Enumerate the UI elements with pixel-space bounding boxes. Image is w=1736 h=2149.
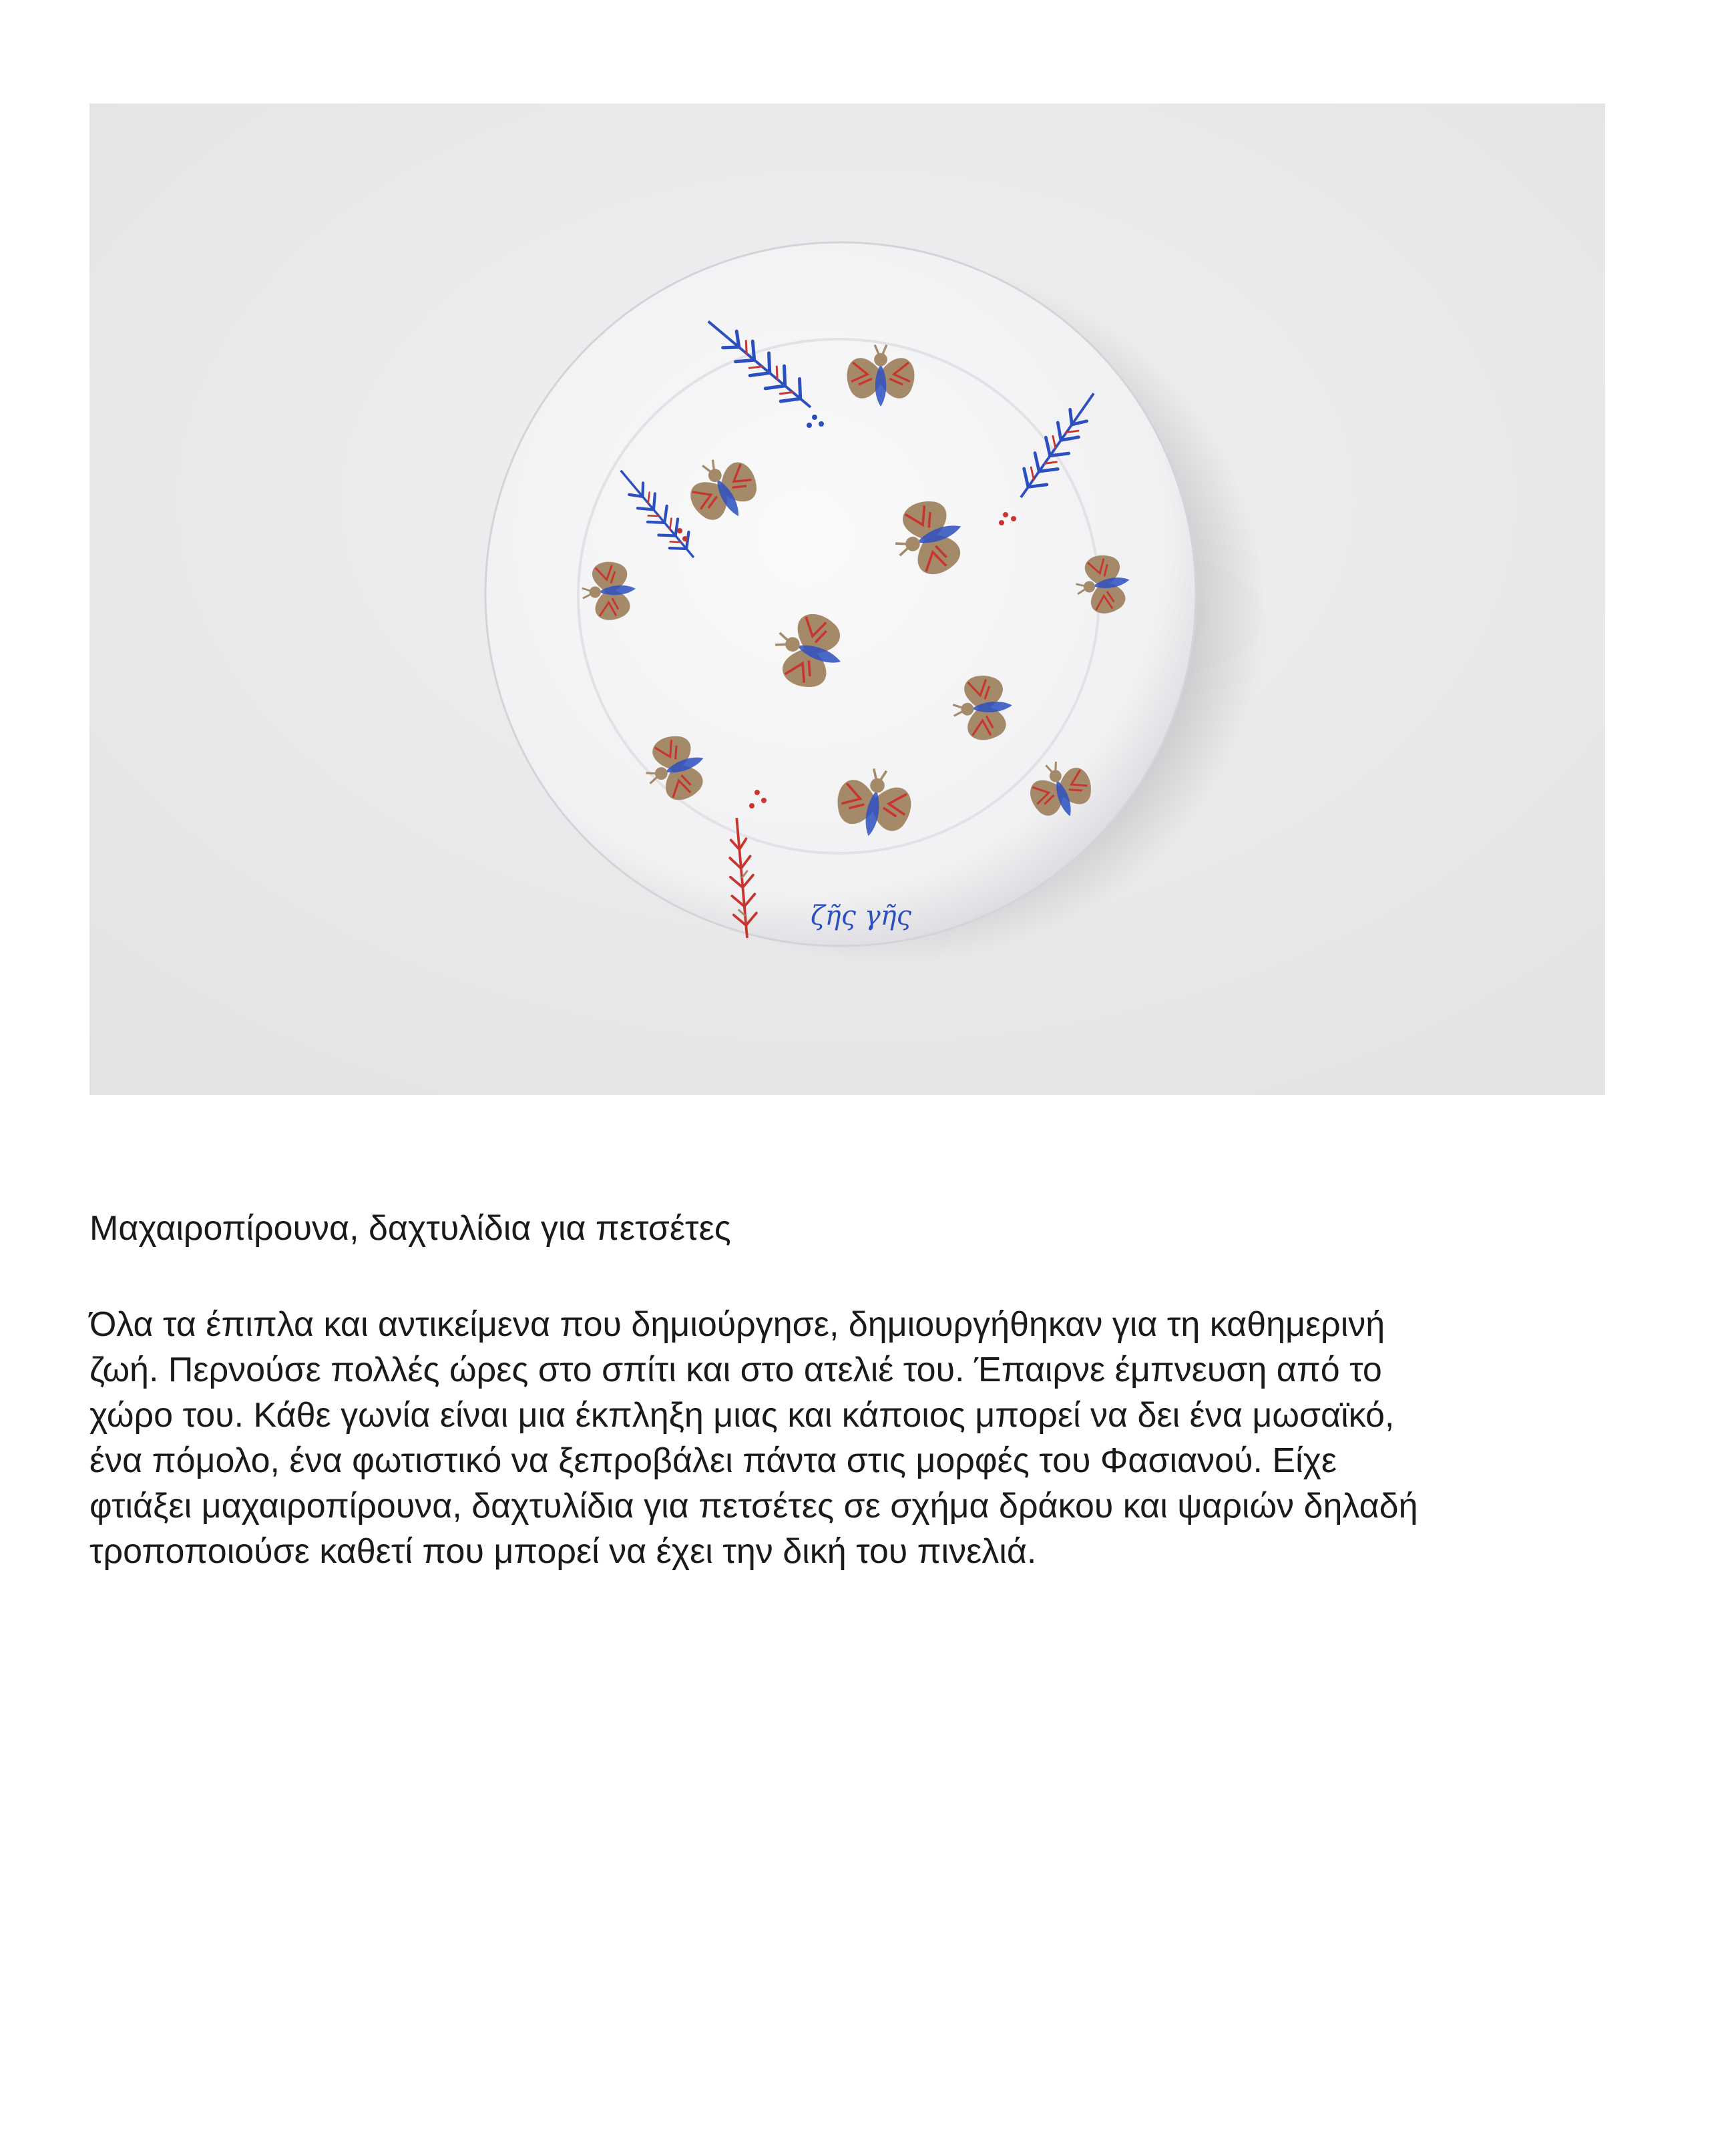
caption-line: φτιάξει μαχαιροπίρουνα, δαχτυλίδια για πετσέτες σε σχήμα δράκου και ψαριών δηλαδή [89, 1487, 1418, 1525]
caption-line: ζωή. Περνούσε πολλές ώρες στο σπίτι και στο ατελιέ του. Έπαιρνε έμπνευση από το [89, 1351, 1382, 1389]
plate-photo [89, 103, 1605, 1095]
plate-signature: ζῆς γῆς [811, 901, 912, 931]
caption-title: Μαχαιροπίρουνα, δαχτυλίδια για πετσέτες [89, 1209, 731, 1248]
plate-illustration [89, 103, 1605, 1095]
caption-line: Όλα τα έπιπλα και αντικείμενα που δημιούργησε, δημιουργήθηκαν για τη καθημερινή [89, 1305, 1385, 1344]
caption-line: ένα πόμολο, ένα φωτιστικό να ξεπροβάλει πάντα στις μορφές του Φασιανού. Είχε [89, 1441, 1337, 1480]
caption-body [89, 1302, 1605, 1574]
caption-line: χώρο του. Κάθε γωνία είναι μια έκπληξη μιας και κάποιος μπορεί να δει ένα μωσαϊκό, [89, 1396, 1395, 1435]
caption-line: τροποποιούσε καθετί που μπορεί να έχει την δική του πινελιά. [89, 1532, 1037, 1571]
